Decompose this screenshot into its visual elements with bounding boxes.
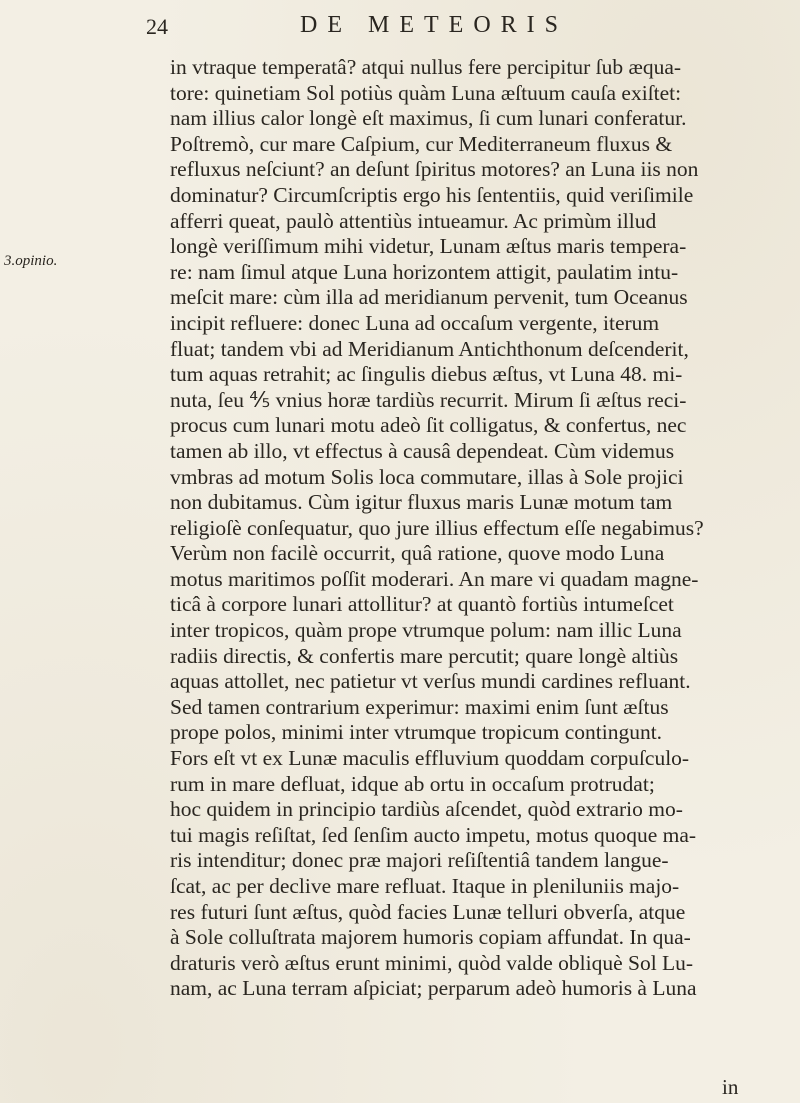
- text-line: tum aquas retrahit; ac ſingulis diebus æſtus, vt Luna 48. mi-: [170, 362, 683, 387]
- page-header: [0, 6, 800, 46]
- text-line: meſcit mare: cùm illa ad meridianum pervenit, tum Oceanus: [170, 285, 688, 310]
- text-line: fluat; tandem vbi ad Meridianum Antichthonum deſcenderit,: [170, 336, 689, 361]
- text-line: refluxus neſciunt? an deſunt ſpiritus motores? an Luna iis non: [170, 157, 699, 182]
- text-line: radiis directis, & confertis mare percutit; quare longè altiùs: [170, 643, 679, 668]
- text-line: hoc quidem in principio tardiùs aſcendet, quòd extrario mo-: [170, 797, 683, 822]
- text-line: ticâ à corpore lunari attollitur? at quantò fortiùs intumeſcet: [170, 592, 674, 617]
- text-line: re: nam ſimul atque Luna horizontem attigit, paulatim intu-: [170, 259, 679, 284]
- text-line: procus cum lunari motu adeò ſit colligatus, & confertus, nec: [170, 413, 687, 438]
- text-line: dominatur? Circumſcriptis ergo his ſententiis, quid veriſimile: [170, 182, 694, 207]
- text-line: aquas attollet, nec patietur vt verſus mundi cardines refluant.: [170, 669, 691, 694]
- text-line: res futuri ſunt æſtus, quòd facies Lunæ telluri obverſa, atque: [170, 899, 686, 924]
- text-line: Fors eſt vt ex Lunæ maculis effluvium quoddam corpuſculo-: [170, 746, 690, 771]
- text-line: longè veriſſimum mihi videtur, Lunam æſtus maris tempera-: [170, 234, 687, 259]
- text-line: nam, ac Luna terram aſpiciat; perparum adeò humoris à Luna: [170, 976, 697, 1001]
- text-line: nam illius calor longè eſt maximus, ſi cum lunari conferatur.: [170, 106, 687, 131]
- text-line: vmbras ad motum Solis loca commutare, illas à Sole projici: [170, 464, 684, 489]
- running-title: DE METEORIS: [300, 12, 568, 38]
- body-text: [170, 55, 795, 1002]
- text-line: Sed tamen contrarium experimur: maximi enim ſunt æſtus: [170, 694, 669, 719]
- text-line: incipit refluere: donec Luna ad occaſum vergente, iterum: [170, 310, 660, 335]
- text-line: ſcat, ac per declive mare refluat. Itaque in pleniluniis majo-: [170, 874, 680, 898]
- text-line: afferri queat, paulò attentiùs intueamur. Ac primùm illud: [170, 208, 657, 233]
- text-line: prope polos, minimi inter vtrumque tropicum contingunt.: [170, 720, 663, 745]
- page-number: 24: [146, 14, 168, 39]
- text-line: Poſtremò, cur mare Caſpium, cur Mediterraneum fluxus &: [170, 131, 673, 156]
- text-line: nuta, ſeu ⅘ vnius horæ tardiùs recurrit. Mirum ſi æſtus reci-: [170, 387, 687, 412]
- text-line: à Sole colluſtrata majorem humoris copiam affundat. In qua-: [170, 925, 691, 950]
- text-line: draturis verò æſtus erunt minimi, quòd valde obliquè Sol Lu-: [170, 950, 694, 975]
- text-line: rum in mare defluat, idque ab ortu in occaſum protrudat;: [170, 771, 655, 796]
- text-line: tamen ab illo, vt effectus à causâ dependeat. Cùm videmus: [170, 438, 675, 463]
- text-line: inter tropicos, quàm prope vtrumque polum: nam illic Luna: [170, 618, 682, 643]
- catchword: in: [722, 1075, 739, 1099]
- text-line: motus maritimos poſſit moderari. An mare vi quadam magne-: [170, 566, 699, 591]
- text-line: religioſè conſequatur, quo jure illius effectum eſſe negabimus?: [170, 515, 704, 540]
- margin-note: 3.opinio.: [4, 253, 58, 269]
- text-line: ris intenditur; donec præ majori reſiſtentiâ tandem langue-: [170, 848, 669, 873]
- text-line: tui magis reſiſtat, ſed ſenſim aucto impetu, motus quoque ma-: [170, 822, 697, 847]
- text-line: non dubitamus. Cùm igitur fluxus maris Lunæ motum tam: [170, 490, 673, 515]
- text-line: tore: quinetiam Sol potiùs quàm Luna æſtuum cauſa exiſtet:: [170, 80, 682, 105]
- text-line: in vtraque temperatâ? atqui nullus fere percipitur ſub æqua-: [170, 55, 682, 79]
- text-line: Verùm non facilè occurrit, quâ ratione, quove modo Luna: [170, 541, 665, 566]
